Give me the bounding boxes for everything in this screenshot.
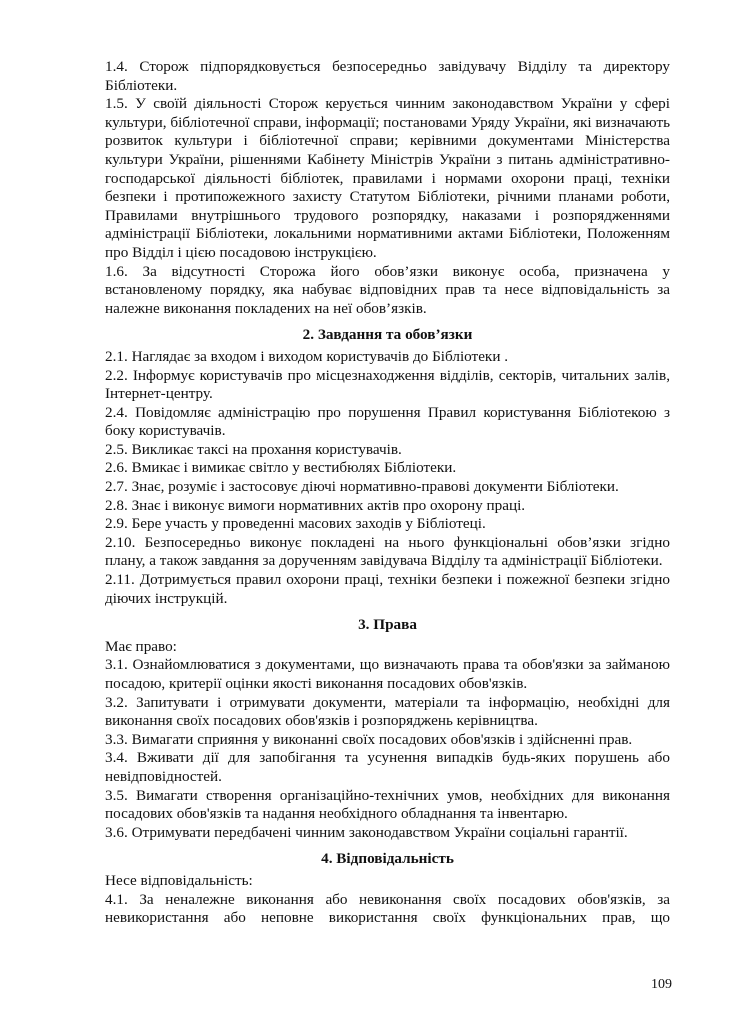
section-3-list (105, 638, 670, 843)
list-item: 2.4. Повідомляє адміністрацію про порушення Правил користування Бібліотекою з боку користувачів. (105, 403, 670, 440)
section-2-heading: 2. Завдання та обов’язки (302, 326, 473, 344)
list-item: 3.1. Ознайомлюватися з документами, що визначають права та обов'язки за займаною посадою, критерії оцінки якості виконання посадових обов'язків. (105, 656, 670, 692)
paragraph-1-4: 1.4. Сторож підпорядковується безпосередньо завідувачу Відділу та директору Бібліотеки. (105, 58, 670, 94)
list-item: 4.1. За неналежне виконання або невиконання своїх посадових обов'язків, за невикористання або неповне використання своїх функціональних прав, що (105, 890, 670, 927)
section-4-intro: Несе відповідальність: (105, 871, 253, 889)
list-item: 2.2. Інформує користувачів про місцезнаходження відділів, секторів, читальних залів, Інтернет-центру. (105, 366, 670, 403)
paragraph-1-5: 1.5. У своїй діяльності Сторож керується чинним законодавством України у сфері культури, бібліотечної справи, інформації; постановами Уряду України, які визначають розвиток культури і бібліотечної справи; керівними документами Міністерства культури України, рішеннями Кабінету Міністрів України з питань адміністративно-господарської діяльності бібліотек, правилами і нормами охорони праці, техніки безпеки і протипожежного захисту Статутом Бібліотеки, річними планами роботи, Правилами внутрішнього трудового розпорядку, наказами і розпорядженнями адміністрації Бібліотеки, локальними нормативними актами Бібліотеки, Положенням про Відділ і цією посадовою інструкцією. (105, 95, 671, 261)
section-4-list (105, 872, 670, 928)
list-item: 2.8. Знає і виконує вимоги нормативних актів про охорону праці. (105, 496, 526, 514)
section-4-heading: 4. Відповідальність (321, 850, 454, 868)
list-item: 3.4. Вживати дії для запобігання та усунення випадків будь-яких порушень або невідповідностей. (105, 749, 670, 785)
page-number: 109 (651, 977, 672, 992)
list-item: 3.6. Отримувати передбачені чинним законодавством України соціальні гарантії. (105, 823, 628, 841)
list-item: 3.3. Вимагати сприяння у виконанні своїх посадових обов'язків і здійсненні прав. (105, 730, 633, 748)
section-3-intro: Має право: (105, 637, 177, 655)
section-3-heading: 3. Права (358, 616, 417, 634)
list-item: 2.6. Вмикає і вимикає світло у вестибюлях Бібліотеки. (105, 459, 457, 477)
list-item: 2.1. Наглядає за входом і виходом користувачів до Бібліотеки . (105, 347, 509, 365)
general-provisions (105, 58, 670, 318)
paragraph-1-6: 1.6. За відсутності Сторожа його обов’язки виконує особа, призначена у встановленому порядку, яка набуває відповідних прав та несе відповідальність за належне виконання покладених на неї обов’язків. (105, 262, 670, 317)
section-2-list (105, 348, 670, 608)
list-item: 2.5. Викликає таксі на прохання користувачів. (105, 440, 402, 458)
list-item: 3.2. Запитувати і отримувати документи, матеріали та інформацію, необхідні для виконання своїх посадових обов'язків і розпоряджень керівництва. (105, 693, 670, 730)
list-item: 2.9. Бере участь у проведенні масових заходів у Бібліотеці. (105, 515, 486, 533)
list-item: 2.10. Безпосередньо виконує покладені на нього функціональні обов’язки згідно плану, а також завдання за дорученням завідувача Відділу та адміністрації Бібліотеки. (105, 533, 670, 570)
list-item: 2.11. Дотримується правил охорони праці, техніки безпеки і пожежної безпеки згідно діючих інструкцій. (105, 571, 670, 607)
list-item: 2.7. Знає, розуміє і застосовує діючі нормативно-правові документи Бібліотеки. (105, 478, 619, 496)
list-item: 3.5. Вимагати створення організаційно-технічних умов, необхідних для виконання посадових обов'язків та надання необхідного обладнання та інвентарю. (105, 786, 670, 823)
